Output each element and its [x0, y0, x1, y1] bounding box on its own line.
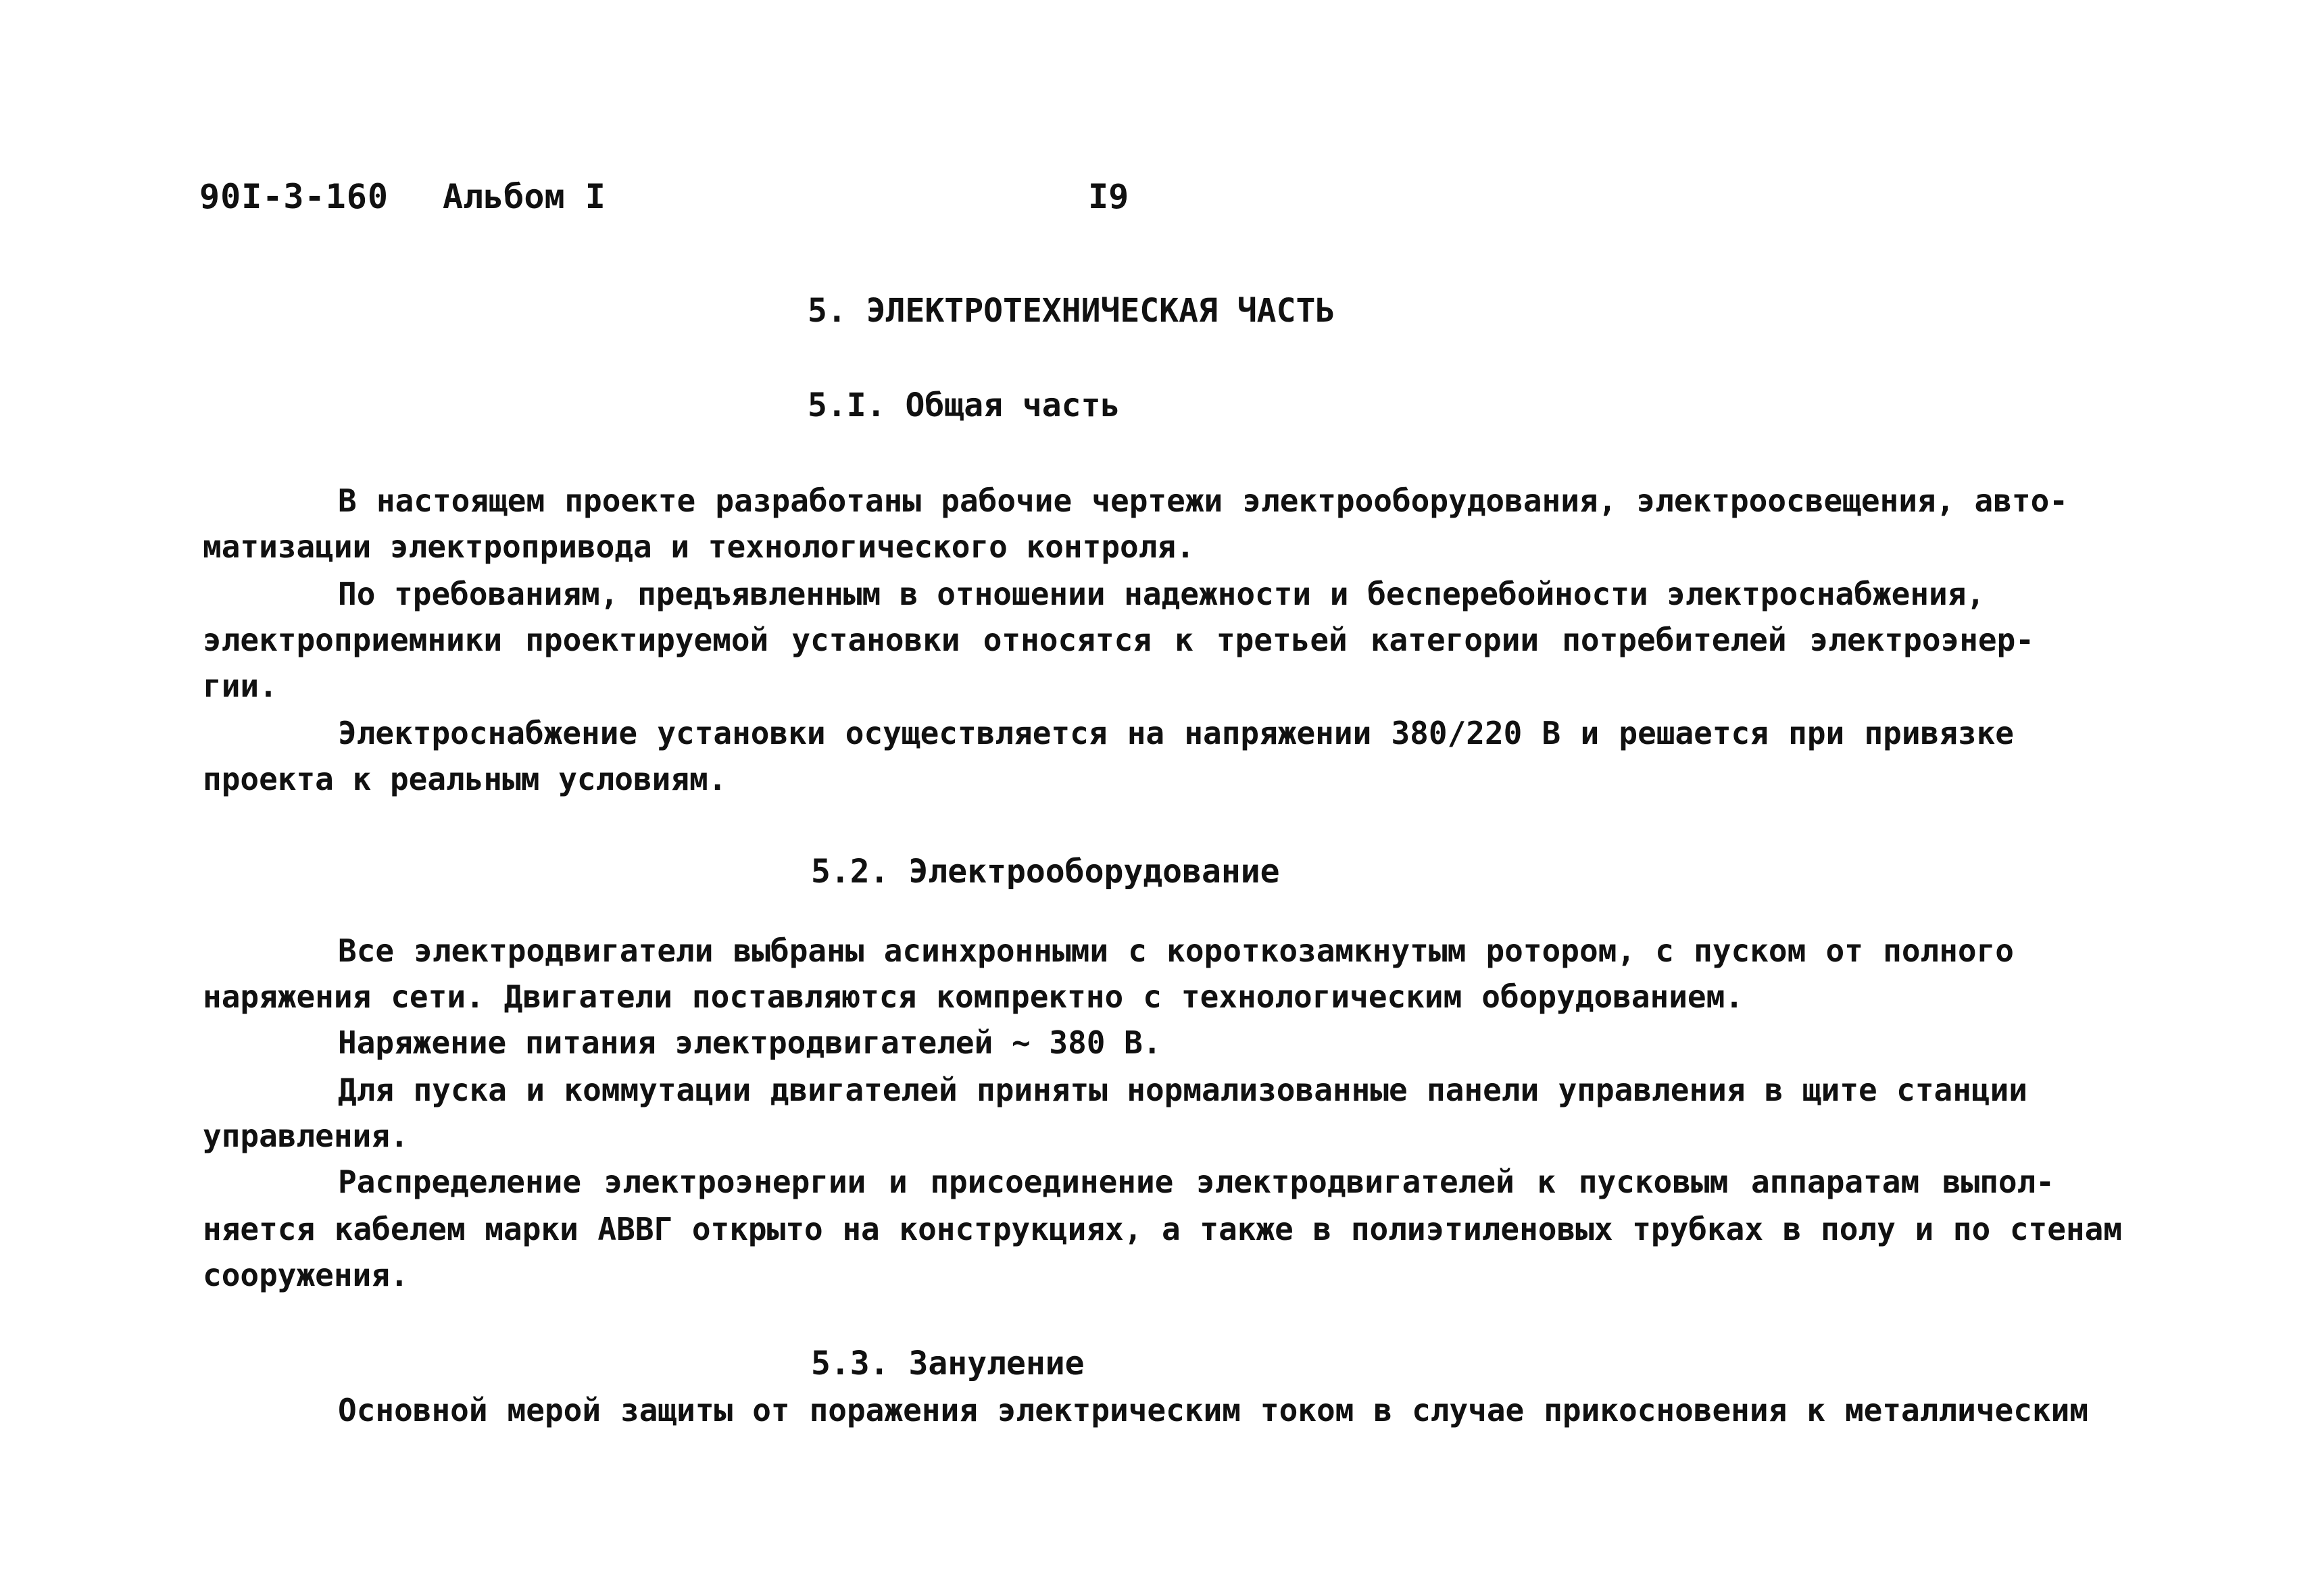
paragraph-line: электроприемники проектируемой установки относятся к третьей категории потребителей электроэнер-: [203, 622, 2034, 658]
subsection-heading-general: 5.I. Общая часть: [808, 386, 1121, 424]
paragraph-line: Наряжение питания электродвигателей ~ 380 В.: [338, 1024, 1162, 1061]
album-label: Альбом I: [443, 177, 606, 216]
subsection-heading-grounding: 5.3. Зануление: [811, 1345, 1085, 1382]
paragraph-line: Основной мерой защиты от поражения электрическим током в случае прикосновения к металлическим: [338, 1392, 2088, 1428]
paragraph-line: няется кабелем марки АВВГ открыто на конструкциях, а также в полиэтиленовых трубках в полу и по стенам: [203, 1211, 2122, 1247]
paragraph-line: матизации электропривода и технологического контроля.: [203, 528, 1195, 565]
paragraph-line: Электроснабжение установки осуществляется на напряжении 380/220 В и решается при привязке: [338, 715, 2014, 751]
paragraph-line: Все электродвигатели выбраны асинхронными с короткозамкнутым ротором, с пуском от полного: [338, 932, 2014, 969]
page-number: I9: [1088, 177, 1129, 216]
paragraph-line: В настоящем проекте разработаны рабочие чертежи электрооборудования, электроосвещения, авто-: [338, 482, 2068, 519]
page-header: [0, 177, 2314, 224]
paragraph-line: Распределение электроэнергии и присоединение электродвигателей к пусковым аппаратам выпол-: [338, 1164, 2054, 1200]
paragraph-line: гии.: [203, 668, 278, 704]
paragraph-line: Для пуска и коммутации двигателей приняты нормализованные панели управления в щите станции: [338, 1072, 2027, 1108]
paragraph-line: наряжения сети. Двигатели поставляются компректно с технологическим оборудованием.: [203, 978, 1744, 1015]
paragraph-line: управления.: [203, 1118, 409, 1154]
paragraph-line: сооружения.: [203, 1257, 409, 1293]
subsection-heading-equipment: 5.2. Электрооборудование: [811, 853, 1280, 891]
document-code: 90I-3-160: [199, 177, 389, 216]
paragraph-line: проекта к реальным условиям.: [203, 761, 727, 797]
paragraph-line: По требованиям, предъявленным в отношении надежности и бесперебойности электроснабжения,: [338, 576, 1986, 612]
section-title: 5. ЭЛЕКТРОТЕХНИЧЕСКАЯ ЧАСТЬ: [808, 292, 1335, 330]
